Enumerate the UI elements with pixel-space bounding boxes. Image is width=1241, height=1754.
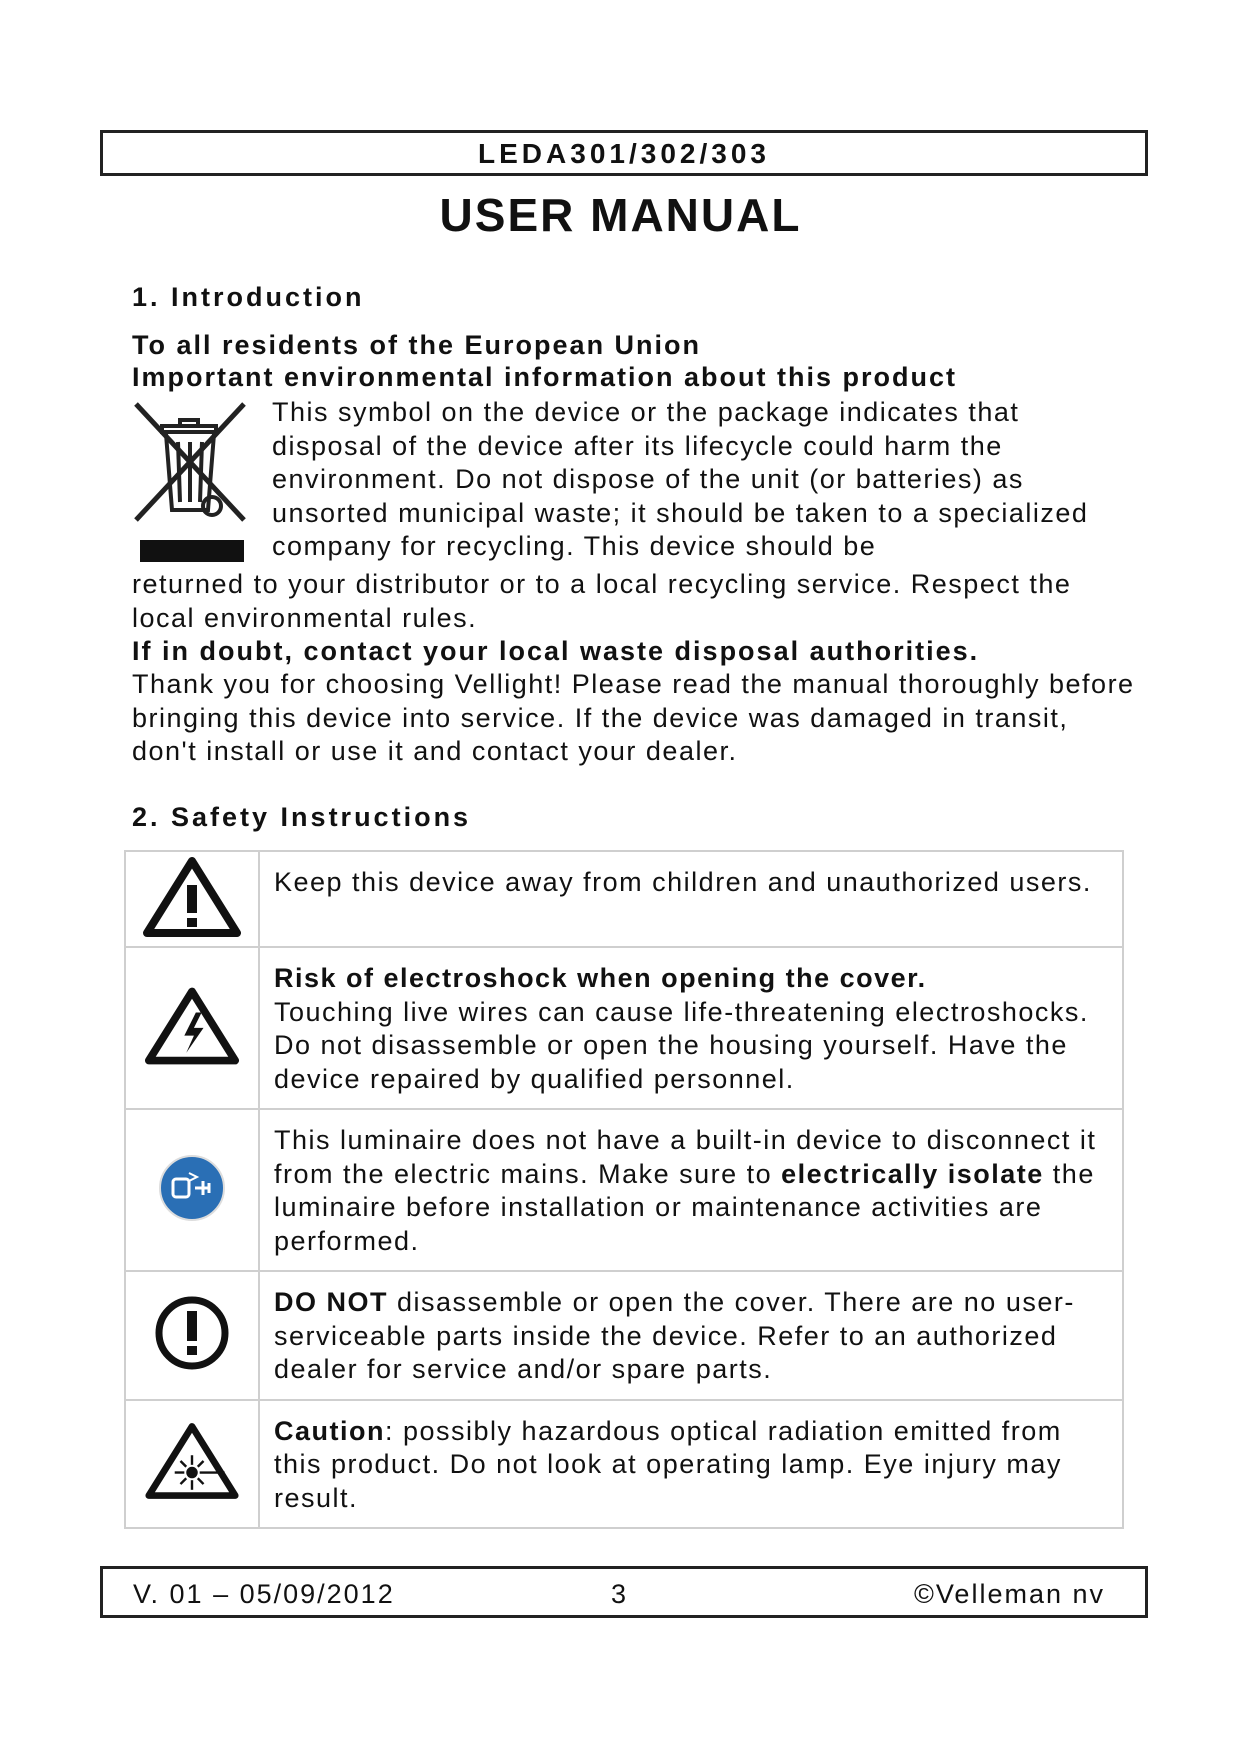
- thanks-text: Thank you for choosing Vellight! Please read the manual thoroughly before bringing this device into service. If the device was damaged in transit, don't install or use it and contact your dealer.: [132, 669, 1135, 766]
- caution-label: Caution: [274, 1415, 385, 1446]
- intro-heading: 1. Introduction: [132, 282, 365, 312]
- weee-text-continued: returned to your distributor or to a local recycling service. Respect the local environmental rules.: [132, 569, 1072, 633]
- page-footer: [100, 1566, 1148, 1618]
- weee-text: This symbol on the device or the package indicates that disposal of the device after its lifecycle could harm the environment. Do not dispose of the unit (or batteries) as unsorted municipal waste; it should be taken to a specialized company for recycling. This device should be: [272, 397, 1089, 561]
- copyright: ©Velleman nv: [914, 1579, 1105, 1609]
- caution-text: : possibly hazardous optical radiation emitted from this product. Do not look at operating lamp. Eye injury may result.: [274, 1415, 1062, 1513]
- safety-row: [125, 1271, 1123, 1400]
- do-not-label: DO NOT: [274, 1287, 388, 1317]
- doubt-notice: If in doubt, contact your local waste disposal authorities.: [132, 636, 980, 666]
- model-header: [100, 130, 1148, 176]
- electroshock-warning-title: Risk of electroshock when opening the cover.: [274, 963, 927, 993]
- safety-row: [125, 1109, 1123, 1271]
- isolate-text-post: the luminaire before installation or maintenance activities are performed.: [274, 1158, 1095, 1256]
- disconnect-mains-icon: [157, 1153, 227, 1223]
- laser-radiation-icon: [144, 1419, 240, 1503]
- environment-heading: Important environmental information about this product: [132, 362, 958, 392]
- safety-row: [125, 1400, 1123, 1529]
- exclamation-circle-icon: [152, 1293, 232, 1373]
- warning-triangle-icon: [142, 855, 242, 939]
- safety-table: [124, 850, 1124, 1529]
- page-title: USER MANUAL: [439, 189, 802, 241]
- safety-row: [125, 947, 1123, 1109]
- isolate-text-bold: electrically isolate: [781, 1158, 1044, 1189]
- electroshock-warning-text: Touching live wires can cause life-threatening electroshocks. Do not disassemble or open the housing yourself. Have the device repaired by qualified personnel.: [274, 996, 1089, 1094]
- isolate-text-pre: This luminaire does not have a built-in device to disconnect it from the electric mains. Make sure to: [274, 1125, 1097, 1189]
- page-number: 3: [611, 1579, 629, 1609]
- residents-heading: To all residents of the European Union: [132, 330, 702, 360]
- safety-row: [125, 851, 1123, 947]
- electric-shock-icon: [144, 984, 240, 1068]
- model-number: LEDA301/302/303: [478, 138, 770, 169]
- weee-bin-icon: [132, 398, 260, 570]
- child-warning-text: Keep this device away from children and unauthorized users.: [274, 867, 1092, 897]
- version-date: V. 01 – 05/09/2012: [133, 1579, 395, 1609]
- safety-heading: 2. Safety Instructions: [132, 802, 472, 832]
- do-not-text: disassemble or open the cover. There are no user-serviceable parts inside the device. Refer to an authorized dealer for service and/or spare parts.: [274, 1287, 1075, 1384]
